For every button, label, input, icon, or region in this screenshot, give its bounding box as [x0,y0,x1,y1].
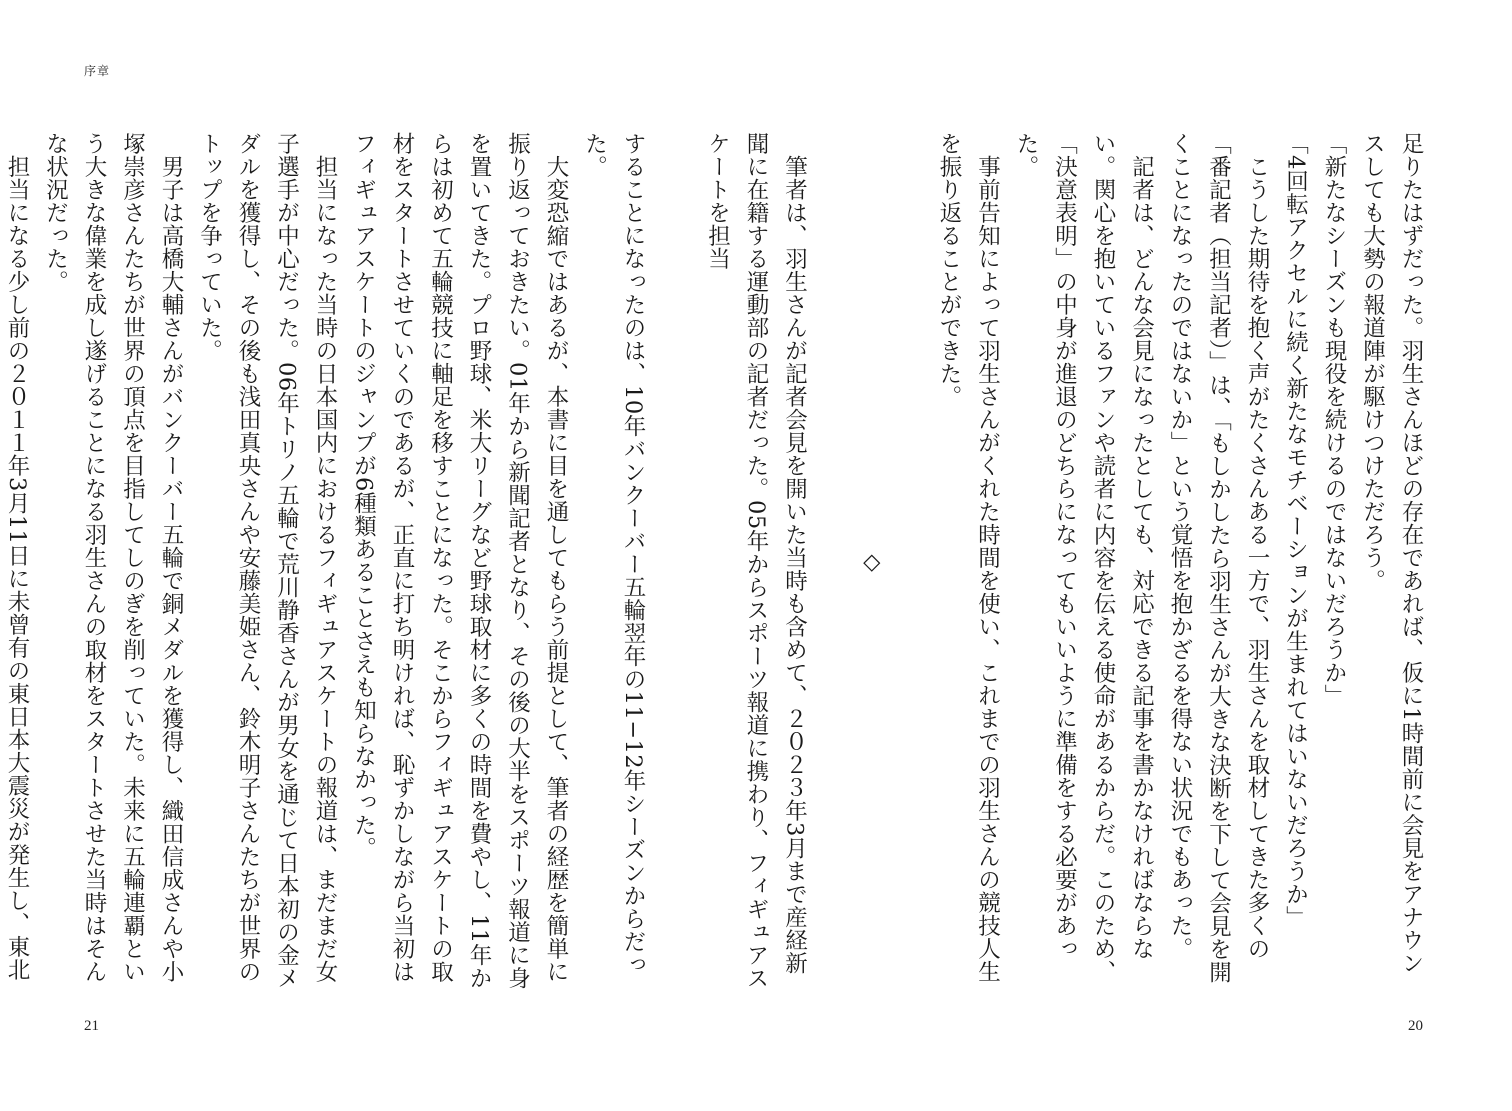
section-break-diamond: ◇ [858,548,885,576]
paragraph: 担当になった当時の日本国内におけるフィギュアスケートの報道は、まだまだ女子選手が中心だった。06年トリノ五輪で荒川静香さんが男女を通じて日本初の金メダルを獲得し、その後も浅田真央さんや安藤美姫さん、鈴木明子さんたちが世界のトップを争っていた。 [196,132,338,990]
section-break-spacer [814,132,853,992]
paragraph: 記者は、どんな会見になったとしても、対応できる記事を書かなければならない。関心を抱いているファンや読者に内容を伝える使命があるからだ。このため、「決意表明」の中身が進退のどちらになってもいいように準備をする必要があった。 [1013,132,1155,983]
page-number-left: 21 [84,1018,99,1034]
paragraph: こうした期待を抱く声がたくさんある一方で、羽生さんを取材してきた多くの「番記者（担当記者）」は、「もしかしたら羽生さんが大きな決断を下して会見を開くことになったのではないか」という覚悟を抱かざるを得ない状況でもあった。 [1167,132,1270,984]
paragraph: 「4回転アクセルに続く新たなモチベーションが生まれてはいないだろうか」 [1282,132,1309,929]
paragraph: 筆者は、羽生さんが記者会見を開いた当時も含めて、２０２３年3月まで産経新聞に在籍する運動部の記者だった。05年からスポーツ報道に携わり、フィギュアスケートを担当 [704,132,808,990]
right-page-text [704,132,1430,992]
paragraph: 「新たなシーズンも現役を続けるのではないだろうか」 [1321,132,1347,707]
section-break-mark [891,132,930,992]
paragraph: 足りたはずだった。羽生さんほどの存在であれば、仮に1時間前に会見をアナウンスしても大勢の報道陣が駆けつけただろう。 [1359,132,1424,975]
chapter-label: 序章 [84,64,111,78]
paragraph: 担当になる少し前の２０１１年3月11日に未曾有の東日本大震災が発生し、東北 [4,154,30,981]
paragraph: 事前告知によって羽生さんがくれた時間を使い、これまでの羽生さんの競技人生を振り返ることができた。 [936,132,1001,983]
paragraph: することになったのは、10年バンクーバー五輪翌年の11−12年シーズンからだった。 [581,132,646,977]
paragraph: 男子は高橋大輔さんがバンクーバー五輪で銅メダルを獲得し、織田信成さんや小塚崇彦さんたちが世界の頂点を目指してしのぎを削っていた。未来に五輪連覇という大きな偉業を成し遂げることになる羽生さんの取材をスタートさせた当時はそんな状況だった。 [42,132,184,983]
page-number-right: 20 [1408,1018,1423,1034]
left-page-text [4,132,652,992]
paragraph: 大変恐縮ではあるが、本書に目を通してもらう前提として、筆者の経歴を簡単に振り返っておきたい。01年から新聞記者となり、その後の大半をスポーツ報道に身を置いてきた。プロ野球、米大リーグなど野球取材に多くの時間を費やし、11年からは初めて五輪競技に軸足を移すことになった。そこからフィギュアスケートの取材をスタートさせていくのであるが、正直に打ち明ければ、恥ずかしながら当初はフィギュアスケートのジャンプが6種類あることさえも知らなかった。 [350,132,569,990]
